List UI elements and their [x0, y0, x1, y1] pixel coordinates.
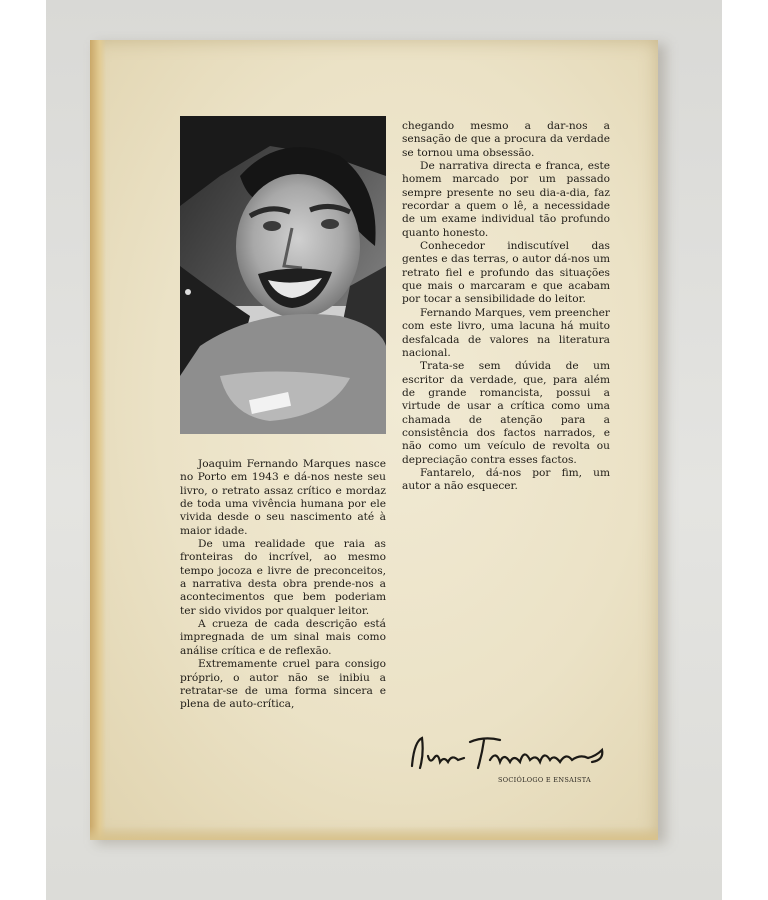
right-paragraph-4: Trata-se sem dúvida de um escritor da verdade, que, para além de grande romancista, possui a virtude de usar a crítica como uma chamada de atenção para a consistência dos factos narrados, e não como um veículo de revolta ou depreciação contra esses factos.: [402, 360, 610, 466]
right-paragraph-3: Fernando Marques, vem preencher com este livro, uma lacuna há muito desfalcada de valores na literatura nacional.: [402, 306, 610, 359]
signature-caption: SOCIÓLOGO E ENSAISTA: [498, 776, 591, 784]
right-paragraph-5: Fantarelo, dá-nos por fim, um autor a não esquecer.: [402, 466, 610, 493]
right-paragraph-1: De narrativa directa e franca, este homem marcado por um passado sempre presente no seu dia-a-dia, faz recordar a quem o lê, a necessidade de um exame individual tão profundo quanto honesto.: [402, 160, 610, 239]
right-text-column: [402, 120, 610, 494]
handwritten-signature: [404, 728, 614, 776]
left-paragraph-3: A crueza de cada descrição está impregnada de um sinal mais como análise crítica e de reflexão.: [180, 618, 386, 657]
book-spine-edge: [90, 40, 106, 840]
left-paragraph-2: De uma realidade que raia as fronteiras do incrível, ao mesmo tempo jocoza e livre de preconceitos, a narrativa desta obra prende-nos a acontecimentos que bem poderiam ter sido vividos por qualquer leitor.: [180, 538, 386, 617]
left-paragraph-4: Extremamente cruel para consigo próprio, o autor não se inibiu a retratar-se de uma forma sincera e plena de auto-crítica,: [180, 658, 386, 711]
author-photo: [180, 116, 386, 434]
left-paragraph-1: Joaquim Fernando Marques nasce no Porto em 1943 e dá-nos neste seu livro, o retrato assaz crítico e mordaz de toda uma vivência humana por ele vivida desde o seu nascimento até à maior idade.: [180, 458, 386, 537]
right-paragraph-continuation: chegando mesmo a dar-nos a sensação de que a procura da verdade se tornou uma obsessão.: [402, 120, 610, 159]
book-bottom-edge: [90, 826, 658, 840]
right-paragraph-2: Conhecedor indiscutível das gentes e das terras, o autor dá-nos um retrato fiel e profundo das situações que mais o marcaram e que acabam por tocar a sensibilidade do leitor.: [402, 240, 610, 306]
left-text-column: [180, 458, 386, 712]
